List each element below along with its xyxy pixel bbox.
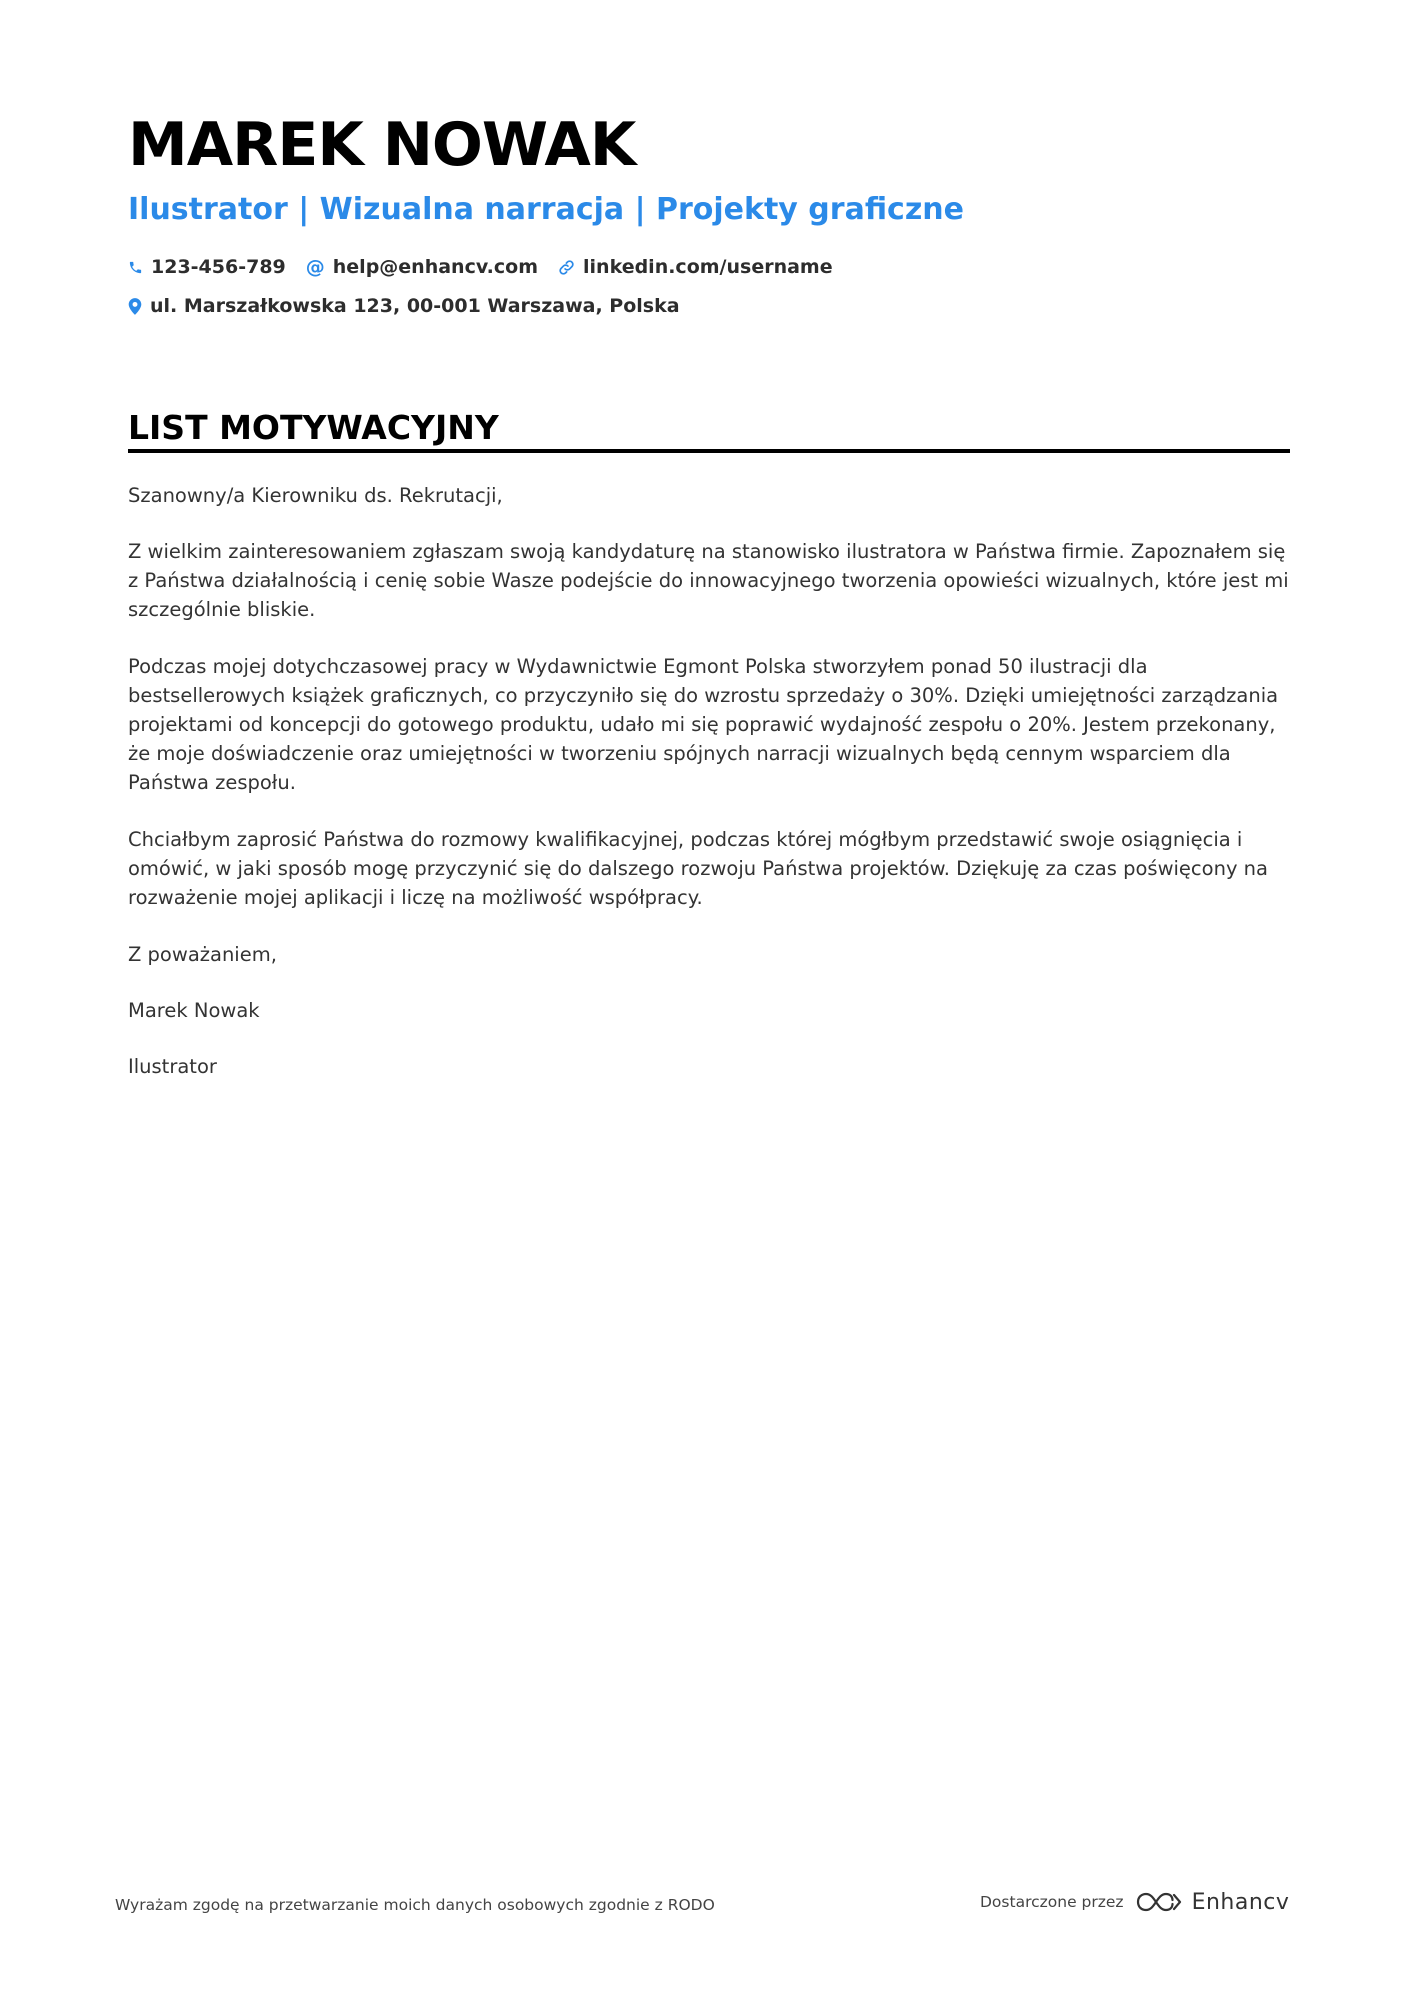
signature-name: Marek Nowak <box>128 999 260 1022</box>
powered-by-badge[interactable] <box>980 1889 1289 1915</box>
linkedin-text[interactable]: linkedin.com/username <box>583 256 833 278</box>
gdpr-consent-note: Wyrażam zgodę na przetwarzanie moich danych osobowych zgodnie z RODO <box>115 1896 715 1914</box>
contact-row-address <box>128 293 700 319</box>
candidate-name: MAREK NOWAK <box>128 110 636 180</box>
contact-address <box>128 293 680 319</box>
phone-icon <box>128 260 143 275</box>
section-divider <box>128 449 1290 453</box>
signature-title: Ilustrator <box>128 1055 217 1078</box>
letter-closing: Z poważaniem, <box>128 943 277 966</box>
brand-name: Enhancv <box>1191 1889 1290 1915</box>
section-title: LIST MOTYWACYJNY <box>128 408 499 447</box>
location-pin-icon <box>128 298 142 315</box>
candidate-headline: Ilustrator | Wizualna narracja | Projekty graficzne <box>128 192 965 227</box>
contact-phone <box>128 254 286 280</box>
link-icon <box>558 259 575 276</box>
contact-email[interactable] <box>306 254 538 280</box>
enhancv-logo-icon <box>1136 1889 1182 1915</box>
address-text: ul. Marszałkowska 123, 00-001 Warszawa, Polska <box>150 295 680 317</box>
letter-paragraph-2: Podczas mojej dotychczasowej pracy w Wydawnictwie Egmont Polska stworzyłem ponad 50 ilustracji dla bestsellerowych książek graficznych, co przyczyniło się do wzrostu sprzedaży o 30%. Dzięki umiejętności zarządzania projektami od koncepcji do gotowego produktu, udało mi się poprawić wydajność zespołu o 20%. Jestem przekonany, że moje doświadczenie oraz umiejętności w tworzeniu spójnych narracji wizualnych będą cennym wsparciem dla Państwa zespołu. <box>128 655 1279 794</box>
email-text[interactable]: help@enhancv.com <box>332 256 539 278</box>
contact-row-primary <box>128 254 853 280</box>
contact-linkedin[interactable] <box>558 254 833 280</box>
phone-text: 123-456-789 <box>151 256 286 278</box>
letter-salutation: Szanowny/a Kierowniku ds. Rekrutacji, <box>128 484 503 507</box>
letter-body <box>128 481 1290 1108</box>
letter-paragraph-3: Chciałbym zaprosić Państwa do rozmowy kwalifikacyjnej, podczas której mógłbym przedstawić swoje osiągnięcia i omówić, w jaki sposób mogę przyczynić się do dalszego rozwoju Państwa projektów. Dziękuję za czas poświęcony na rozważenie mojej aplikacji i liczę na możliwość współpracy. <box>128 828 1268 909</box>
letter-paragraph-1: Z wielkim zainteresowaniem zgłaszam swoją kandydaturę na stanowisko ilustratora w Państwa firmie. Zapoznałem się z Państwa działalnością i cenię sobie Wasze podejście do innowacyjnego tworzenia opowieści wizualnych, które jest mi szczególnie bliskie. <box>128 540 1289 621</box>
at-icon: @ <box>305 256 325 278</box>
powered-by-label: Dostarczone przez <box>980 1893 1124 1911</box>
